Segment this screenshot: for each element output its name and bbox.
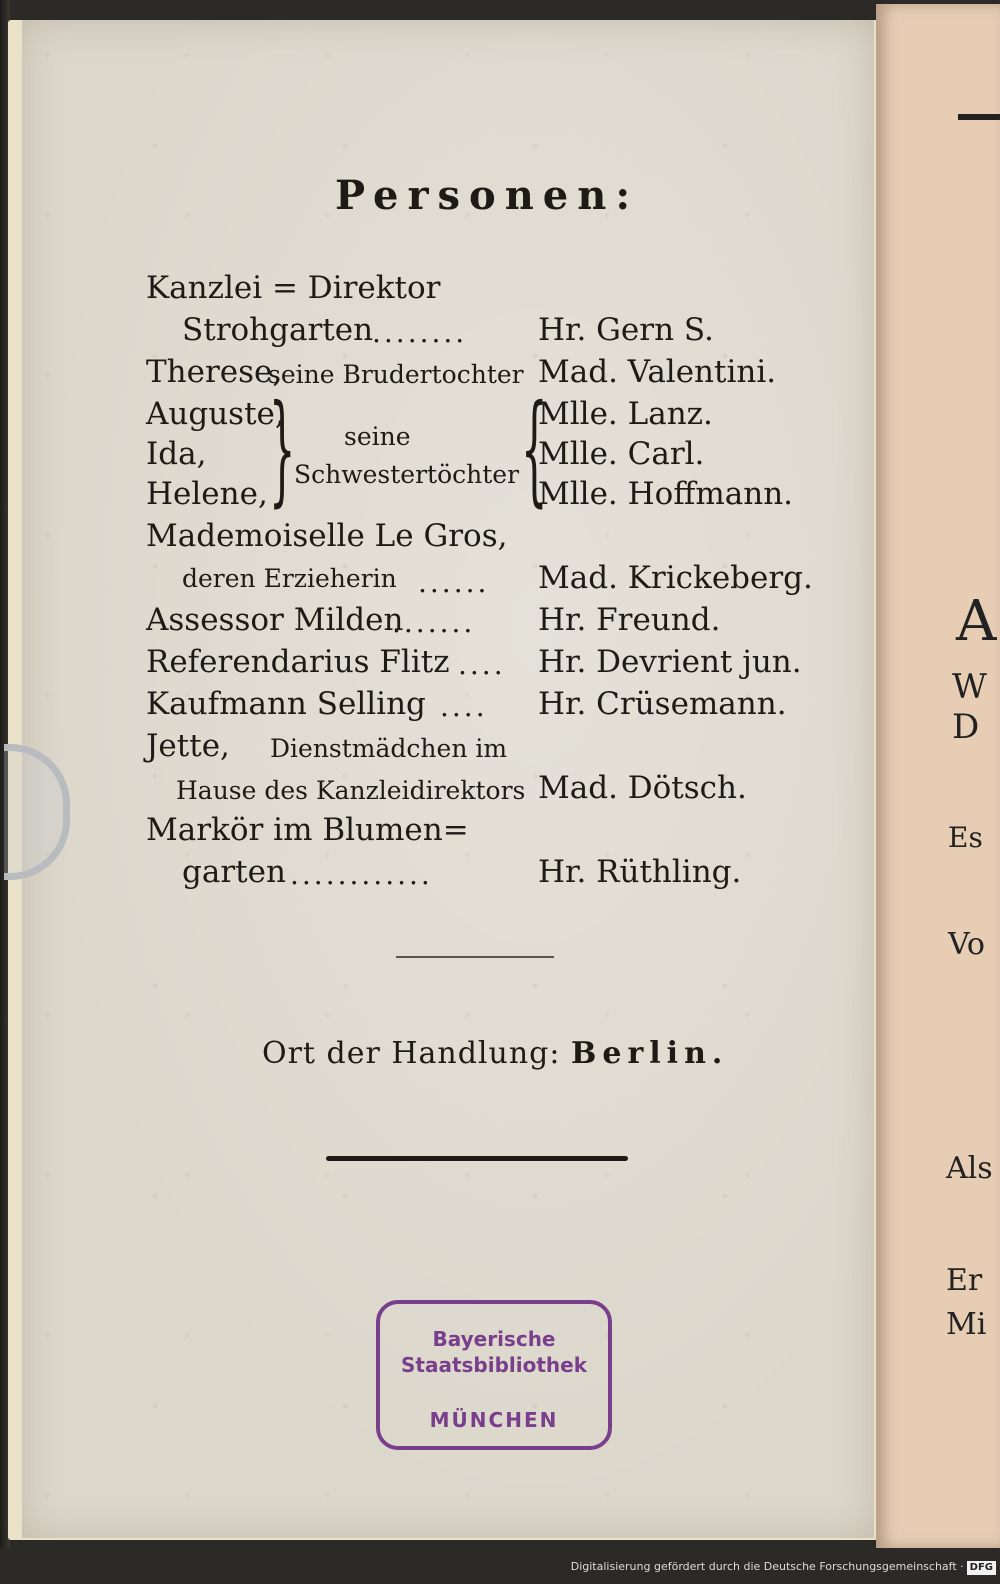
leader-dots: .......	[392, 606, 476, 639]
library-stamp	[376, 1300, 612, 1450]
cast-actor: Mlle. Hoffmann.	[538, 476, 794, 512]
cast-role-note: Hause des Kanzleidirektors	[176, 776, 526, 805]
facing-page	[876, 4, 1000, 1548]
cast-role: Helene,	[146, 476, 268, 512]
cast-role: Mademoiselle Le Gros,	[146, 518, 508, 554]
facing-page-fragment: A	[956, 589, 997, 654]
cast-role: Auguste,	[146, 396, 285, 432]
cast-actor: Mad. Dötsch.	[538, 770, 747, 806]
cast-actor: Hr. Rüthling.	[538, 854, 742, 890]
facing-page-rule	[958, 114, 1000, 120]
cast-role: Assessor Milden	[146, 602, 404, 638]
facing-page-fragment: D	[952, 707, 980, 747]
place-city: Berlin.	[571, 1036, 729, 1071]
cast-actor: Hr. Freund.	[538, 602, 721, 638]
facing-page-fragment: Vo	[948, 927, 985, 962]
cast-role: garten	[182, 854, 286, 890]
place-of-action	[262, 1036, 728, 1071]
stamp-line: MÜNCHEN	[429, 1408, 559, 1432]
divider-line	[396, 956, 554, 958]
page-title: Personen:	[335, 172, 640, 219]
cast-role-note: Dienstmädchen im	[270, 734, 508, 763]
cast-role: Kaufmann Selling	[146, 686, 426, 722]
cast-role: Therese,	[146, 354, 283, 390]
cast-actor: Hr. Devrient jun.	[538, 644, 802, 680]
group-note: seine	[344, 422, 411, 451]
facing-page-fragment: Als	[946, 1151, 993, 1186]
cast-role-note: seine Brudertochter	[268, 360, 524, 389]
cast-role: Strohgarten	[182, 312, 374, 348]
cast-role: Referendarius Flitz	[146, 644, 450, 680]
place-label: Ort der Handlung:	[262, 1036, 561, 1071]
leader-dots: ....	[458, 648, 506, 681]
cast-actor: Mad. Valentini.	[538, 354, 777, 390]
footer-credit	[571, 1552, 996, 1582]
leader-dots: ........	[372, 316, 468, 349]
facing-page-fragment: Es	[948, 821, 983, 854]
facing-page-fragment: Mi	[946, 1307, 987, 1342]
footer-text: Digitalisierung gefördert durch die Deutsche Forschungsgemeinschaft ·	[570, 1560, 964, 1573]
cast-actor: Hr. Gern S.	[538, 312, 714, 348]
dfg-logo: DFG	[967, 1561, 996, 1575]
cast-role: Ida,	[146, 436, 207, 472]
leader-dots: ......	[418, 566, 490, 599]
facing-page-fragment: Er	[946, 1263, 983, 1298]
cast-role: Kanzlei = Direktor	[146, 270, 441, 306]
leader-dots: ....	[440, 690, 488, 723]
cast-role-note: deren Erzieherin	[182, 564, 397, 593]
right-brace: {	[520, 380, 548, 519]
cast-actor: Mlle. Carl.	[538, 436, 705, 472]
cast-actor: Hr. Crüsemann.	[538, 686, 787, 722]
stamp-line: Bayerische	[432, 1327, 556, 1351]
cast-role: Jette,	[146, 728, 230, 764]
stamp-line: Staatsbibliothek	[400, 1353, 588, 1377]
leader-dots: ............	[290, 858, 433, 891]
cast-role: Markör im Blumen=	[146, 812, 469, 848]
group-note: Schwestertöchter	[294, 460, 520, 489]
left-brace: }	[268, 380, 296, 519]
cast-actor: Mad. Krickeberg.	[538, 560, 813, 596]
facing-page-fragment: W	[952, 667, 987, 707]
cast-actor: Mlle. Lanz.	[538, 396, 713, 432]
heavy-rule	[326, 1156, 628, 1161]
